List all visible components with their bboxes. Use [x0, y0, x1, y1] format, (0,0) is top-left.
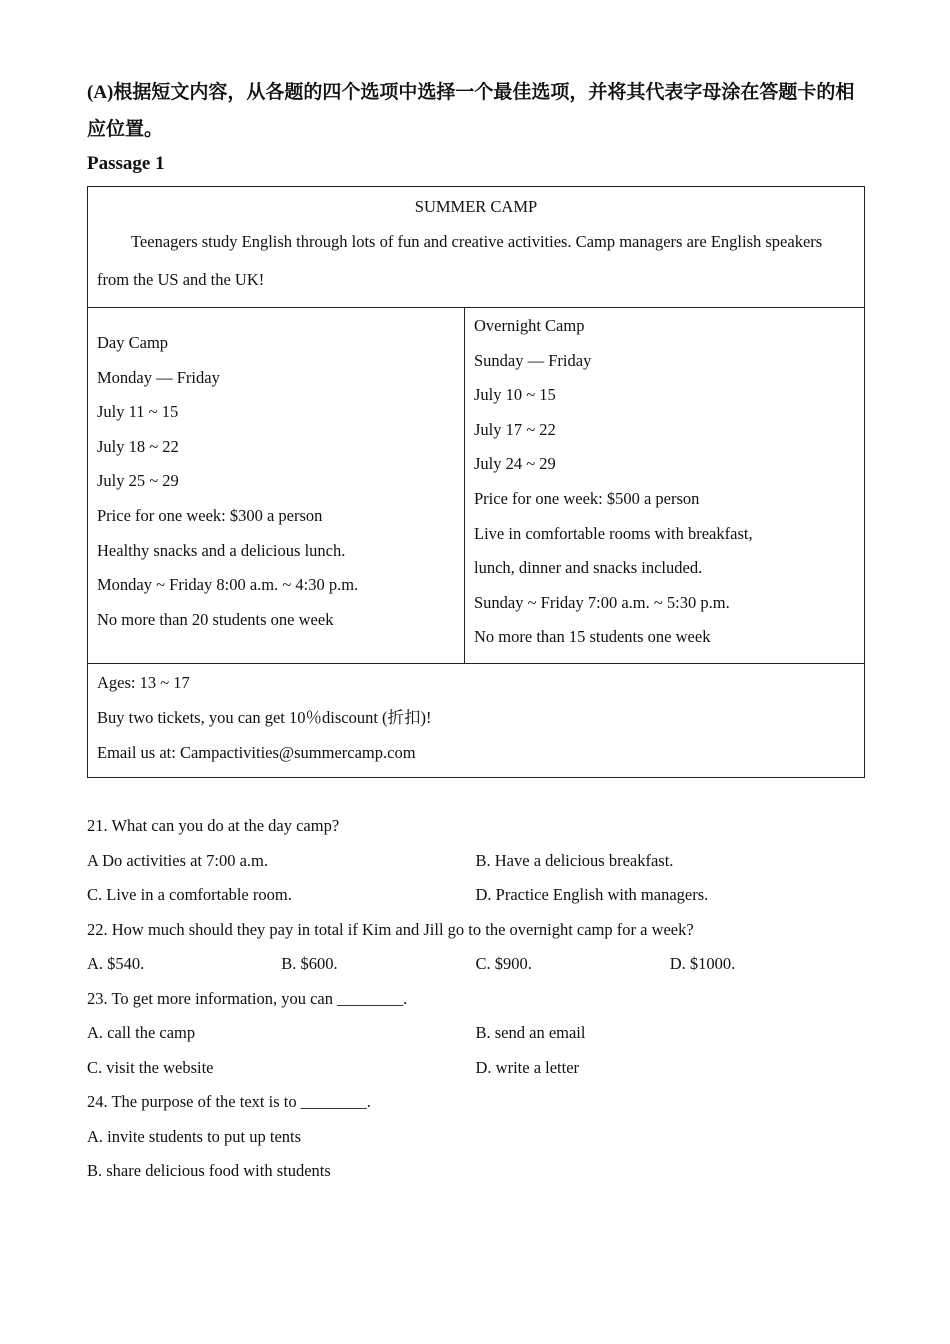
camp-footer-cell — [88, 664, 865, 778]
day-camp-line: July 11 ~ 15 — [97, 402, 179, 422]
worksheet-page — [87, 74, 864, 1189]
overnight-camp-line: Sunday ~ Friday 7:00 a.m. ~ 5:30 p.m. — [474, 592, 730, 612]
question-23-options-row — [87, 1016, 864, 1051]
camp-title: SUMMER CAMP — [414, 197, 538, 216]
overnight-camp-line: July 10 ~ 15 — [474, 385, 556, 405]
option-21-a: A Do activities at 7:00 a.m. — [87, 850, 269, 870]
question-22-options-row — [87, 947, 864, 982]
option-22-a: A. $540. — [87, 954, 145, 974]
question-24-stem: 24. The purpose of the text is to ________. — [87, 1092, 371, 1112]
option-22-c: C. $900. — [475, 954, 532, 974]
option-24-a: A. invite students to put up tents — [87, 1126, 302, 1146]
day-camp-line: Day Camp — [97, 333, 169, 352]
passage-title: Passage 1 — [87, 153, 165, 174]
camp-email: Email us at: Campactivities@summercamp.com — [97, 743, 416, 763]
question-21-stem: 21. What can you do at the day camp? — [87, 816, 340, 836]
day-camp-cell — [88, 308, 465, 664]
option-23-b: B. send an email — [475, 1023, 586, 1043]
option-21-b: B. Have a delicious breakfast. — [475, 850, 674, 870]
question-21-options-row — [87, 878, 864, 913]
option-23-a: A. call the camp — [87, 1023, 196, 1043]
overnight-camp-line: Overnight Camp — [474, 316, 585, 335]
overnight-camp-line: Live in comfortable rooms with breakfast, — [474, 523, 753, 543]
overnight-camp-line: Price for one week: $500 a person — [474, 488, 700, 508]
option-21-c: C. Live in a comfortable room. — [87, 885, 292, 905]
question-21-options-row — [87, 844, 864, 879]
overnight-camp-line: lunch, dinner and snacks included. — [474, 558, 703, 578]
overnight-camp-line: July 17 ~ 22 — [474, 419, 556, 439]
option-23-d: D. write a letter — [475, 1057, 580, 1077]
question-23-options-row — [87, 1051, 864, 1086]
day-camp-line: Price for one week: $300 a person — [97, 505, 323, 525]
option-24-b: B. share delicious food with students — [87, 1161, 331, 1181]
overnight-camp-line: Sunday — Friday — [474, 350, 592, 370]
overnight-camp-line: July 24 ~ 29 — [474, 454, 556, 474]
question-23-stem: 23. To get more information, you can ________. — [87, 988, 408, 1008]
camp-discount: Buy two tickets, you can get 10％discount (折扣)! — [97, 708, 432, 728]
day-camp-line: Healthy snacks and a delicious lunch. — [97, 540, 346, 560]
day-camp-line: No more than 20 students one week — [97, 609, 334, 629]
summer-camp-notice — [87, 186, 865, 778]
camp-ages: Ages: 13 ~ 17 — [97, 673, 190, 693]
camp-intro: Teenagers study English through lots of fun and creative activities. Camp managers are English speakers from the US and the UK! — [97, 232, 823, 289]
day-camp-line: Monday ~ Friday 8:00 a.m. ~ 4:30 p.m. — [97, 575, 359, 595]
day-camp-line: Monday — Friday — [97, 367, 220, 387]
option-22-b: B. $600. — [281, 954, 338, 974]
overnight-camp-cell — [465, 308, 865, 664]
overnight-camp-line: No more than 15 students one week — [474, 627, 711, 647]
day-camp-line: July 25 ~ 29 — [97, 471, 179, 491]
camp-header-cell — [88, 187, 865, 308]
option-23-c: C. visit the website — [87, 1057, 214, 1077]
option-22-d: D. $1000. — [669, 954, 736, 974]
day-camp-line: July 18 ~ 22 — [97, 436, 179, 456]
question-22-stem: 22. How much should they pay in total if Kim and Jill go to the overnight camp for a week? — [87, 919, 694, 939]
section-instruction: (A)根据短文内容，从各题的四个选项中选择一个最佳选项，并将其代表字母涂在答题卡的相应位置。 — [87, 82, 855, 140]
option-21-d: D. Practice English with managers. — [475, 885, 709, 905]
question-list — [87, 809, 864, 1189]
